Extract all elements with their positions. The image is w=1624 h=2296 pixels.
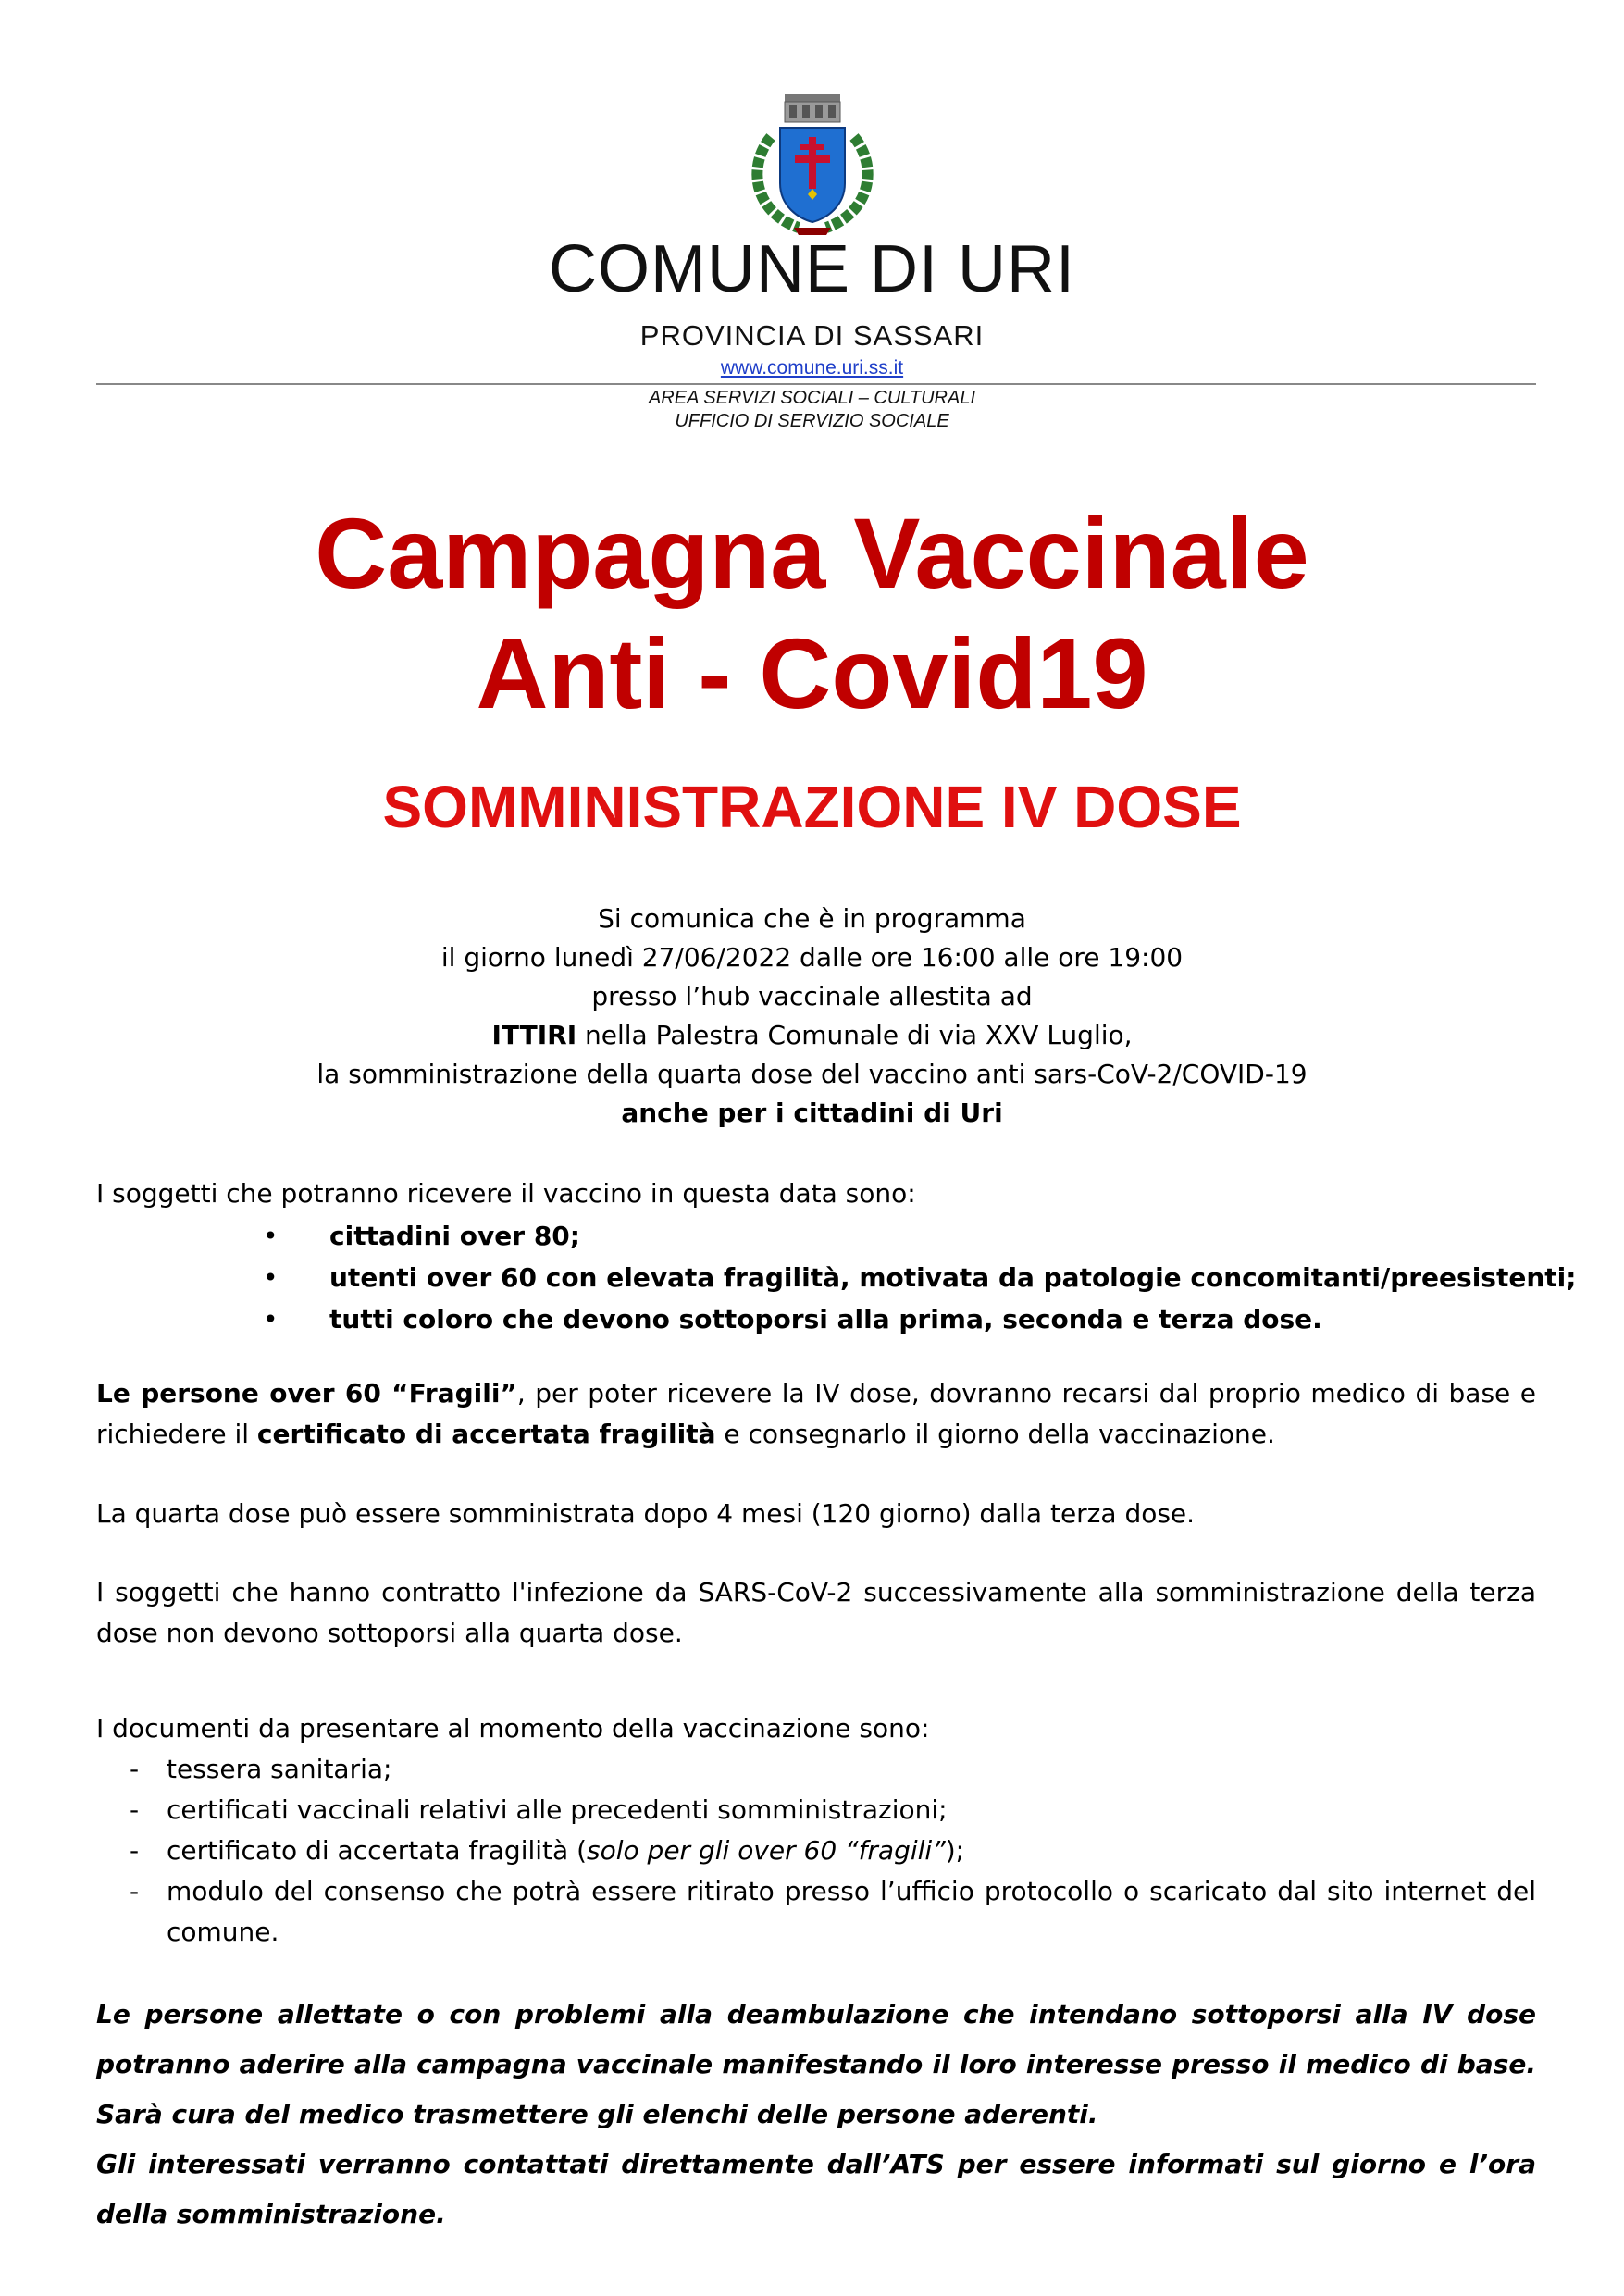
org-name: COMUNE DI URI	[549, 232, 1075, 306]
list-item	[250, 1215, 1545, 1257]
location-rest: nella Palestra Comunale di via XXV Luglio,	[576, 1020, 1133, 1050]
intro-line: il giorno lunedì 27/06/2022 dalle ore 16:00 alle ore 19:00	[440, 942, 1184, 973]
list-item-text-end: );	[945, 1835, 965, 1866]
list-item-text: tutti coloro che devono sottoporsi alla prima, seconda e terza dose.	[329, 1304, 1322, 1334]
list-item	[250, 1298, 1545, 1340]
intro-line: anche per i cittadini di Uri	[621, 1098, 1003, 1128]
closing-notice	[96, 1990, 1536, 2240]
department-block	[0, 387, 1624, 433]
location-bold: ITTIRI	[491, 1020, 577, 1050]
dash-icon: -	[130, 1876, 140, 1906]
intro-line	[0, 1016, 1624, 1055]
intro-announcement	[0, 900, 1624, 1133]
list-item-text: certificato di accertata fragilità (	[167, 1835, 588, 1866]
documents-lead: I documenti da presentare al momento della vaccinazione sono:	[96, 1713, 930, 1744]
documents-list	[130, 1749, 1536, 1953]
subtitle: SOMMINISTRAZIONE IV DOSE	[382, 774, 1242, 840]
eligibility-lead: I soggetti che potranno ricevere il vaccino in questa data sono:	[96, 1178, 916, 1209]
intro-line: presso l’hub vaccinale allestita ad	[591, 981, 1033, 1011]
eligibility-list	[250, 1215, 1577, 1340]
closing-paragraph-1: Le persone allettate o con problemi alla deambulazione che intendano sottoporsi alla IV dose potranno aderire alla campagna vaccinale manifestando il loro interesse presso il medico di base. Sarà cura del medico trasmettere gli elenchi delle persone aderenti.	[96, 1999, 1536, 2129]
website-link[interactable]: www.comune.uri.ss.it	[720, 357, 904, 379]
title-line-2: Anti - Covid19	[476, 617, 1148, 729]
list-item-text: cittadini over 80;	[329, 1221, 580, 1251]
infection-paragraph: I soggetti che hanno contratto l'infezione da SARS-CoV-2 successivamente alla somministrazione della terza dose non devono sottoporsi alla quarta dose.	[96, 1577, 1536, 1648]
list-item	[130, 1749, 1536, 1790]
closing-paragraph-2: Gli interessati verranno contattati direttamente dall’ATS per essere informati sul giorno e l’ora della somministrazione.	[96, 2149, 1536, 2229]
dash-icon: -	[130, 1835, 140, 1866]
bullet-icon: •	[263, 1262, 279, 1293]
fragile-bold: Le persone over 60 “Fragili”	[96, 1378, 517, 1409]
intro-line: la somministrazione della quarta dose del vaccino anti sars-CoV-2/COVID-19	[316, 1059, 1308, 1089]
list-item-text: utenti over 60 con elevata fragilità, motivata da patologie concomitanti/preesistenti;	[329, 1262, 1577, 1293]
list-item-italic: solo per gli over 60 “fragili”	[587, 1835, 946, 1866]
list-item	[250, 1257, 1577, 1298]
dash-icon: -	[130, 1794, 140, 1825]
title-line-1: Campagna Vaccinale	[315, 497, 1309, 609]
province: PROVINCIA DI SASSARI	[639, 319, 985, 352]
list-item-text: tessera sanitaria;	[167, 1754, 392, 1784]
bullet-icon: •	[263, 1304, 279, 1334]
intro-line: Si comunica che è in programma	[598, 903, 1026, 934]
list-item-text: certificati vaccinali relativi alle precedenti somministrazioni;	[167, 1794, 948, 1825]
bullet-icon: •	[263, 1221, 279, 1251]
header-divider	[96, 383, 1536, 385]
list-item	[130, 1871, 1536, 1953]
list-item	[130, 1831, 1536, 1871]
fragile-text-end: e consegnarlo il giorno della vaccinazione.	[715, 1419, 1275, 1449]
list-item	[130, 1790, 1536, 1831]
municipal-crest-icon	[743, 91, 882, 237]
timing-paragraph: La quarta dose può essere somministrata dopo 4 mesi (120 giorno) dalla terza dose.	[96, 1498, 1196, 1529]
dash-icon: -	[130, 1754, 140, 1784]
certificate-bold: certificato di accertata fragilità	[256, 1419, 716, 1449]
list-item-text: modulo del consenso che potrà essere ritirato presso l’ufficio protocollo o scaricato dal sito internet del comune.	[167, 1876, 1536, 1947]
office-label: UFFICIO DI SERVIZIO SOCIALE	[675, 411, 949, 431]
fragile-text: , per poter ricevere la IV dose, dovranno recarsi dal proprio medico di base e richiedere il	[96, 1378, 1536, 1449]
area-label: AREA SERVIZI SOCIALI – CULTURALI	[648, 388, 976, 408]
fragile-paragraph	[96, 1373, 1536, 1455]
